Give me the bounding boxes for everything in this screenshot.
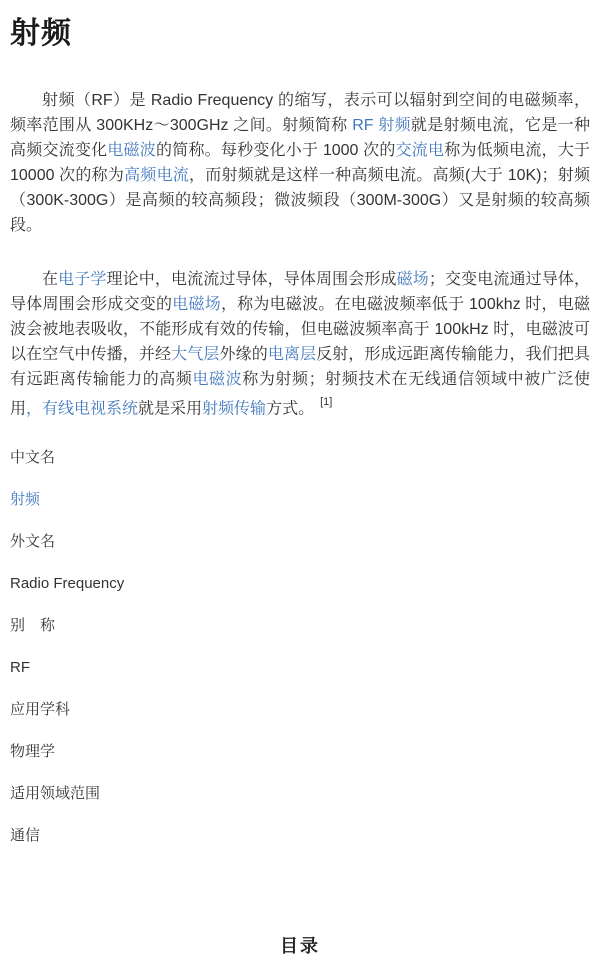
- text-segment: 称为低频电流，大于 10000 次的称为: [10, 142, 590, 184]
- article-page: [0, 16, 600, 958]
- inline-link[interactable]: 电磁场: [172, 296, 221, 313]
- text-segment: 射频（RF）是 Radio Frequency 的缩写，表示可以辐射到空间的电磁频率，频率范围从 300KHz～300GHz 之间。射频简称: [10, 92, 590, 134]
- basic-info-list: [10, 450, 590, 844]
- inline-link[interactable]: RF 射频: [352, 117, 411, 134]
- info-label-chinese-name: 中文名: [10, 449, 56, 467]
- inline-link[interactable]: ，有线电视系统: [26, 400, 139, 418]
- text-segment: ，而射频就是这样一种高频电流。高频(大于 10K)；射频（300K-300G）是高频的较高频段；微波频段（300M-300G）又是射频的较高频段。: [10, 167, 590, 234]
- info-label-alias: 别 称: [10, 617, 56, 635]
- inline-link[interactable]: 大气层: [171, 346, 220, 363]
- text-segment: ，称为电磁波。在电磁波频率低于 100khz 时，电磁波会被地表吸收，不能形成有效的传输，但电磁波频率高于 100kHz 时，电磁波可以在空气中传播，并经: [10, 296, 590, 363]
- inline-link[interactable]: 射频传输: [202, 400, 267, 418]
- text-segment: 反射，形成远距离传输能力，我们把具有远距离传输能力的高频: [10, 346, 590, 388]
- info-value-alias: RF: [10, 659, 30, 677]
- text-segment: 称为射频；射频技术在无线通信领域中被广泛使用: [10, 371, 590, 418]
- info-label-foreign-name: 外文名: [10, 533, 56, 551]
- info-value-chinese-name[interactable]: 射频: [10, 491, 41, 509]
- inline-link[interactable]: 电子学: [58, 271, 107, 288]
- text-segment: 外缘的: [219, 346, 268, 363]
- intro-paragraph-2: [10, 267, 590, 421]
- paragraph-2-text: [10, 271, 590, 417]
- info-value-foreign-name: Radio Frequency: [10, 575, 125, 593]
- text-segment: 就是采用: [138, 400, 203, 418]
- info-label-application-area: 适用领域范围: [10, 785, 101, 803]
- text-segment: 就是射频电流，它是一种高频交流变化: [10, 117, 590, 159]
- text-segment: 在: [42, 271, 59, 288]
- inline-link[interactable]: 电离层: [267, 346, 317, 363]
- intro-paragraph-1: [10, 88, 590, 238]
- inline-link[interactable]: 电磁波: [107, 142, 156, 159]
- toc-title: 目录: [280, 936, 320, 957]
- text-segment: 理论中，电流流过导体，导体周围会形成: [106, 271, 397, 288]
- info-label-discipline: 应用学科: [10, 701, 71, 719]
- inline-link[interactable]: 交流电: [395, 142, 445, 159]
- reference-link-1[interactable]: [1]: [320, 396, 333, 408]
- inline-link[interactable]: 高频电流: [124, 167, 190, 184]
- text-segment: 的简称。每秒变化小于 1000 次的: [156, 142, 396, 159]
- info-value-discipline: 物理学: [10, 743, 56, 761]
- inline-link[interactable]: 磁场: [396, 271, 429, 288]
- info-value-application-area: 通信: [10, 827, 41, 845]
- inline-link[interactable]: 电磁波: [192, 371, 243, 388]
- text-segment: ；交变电流通过导体，导体周围会形成交变的: [10, 271, 590, 313]
- page-title: 射频: [10, 17, 72, 50]
- text-segment: 方式。: [266, 400, 315, 418]
